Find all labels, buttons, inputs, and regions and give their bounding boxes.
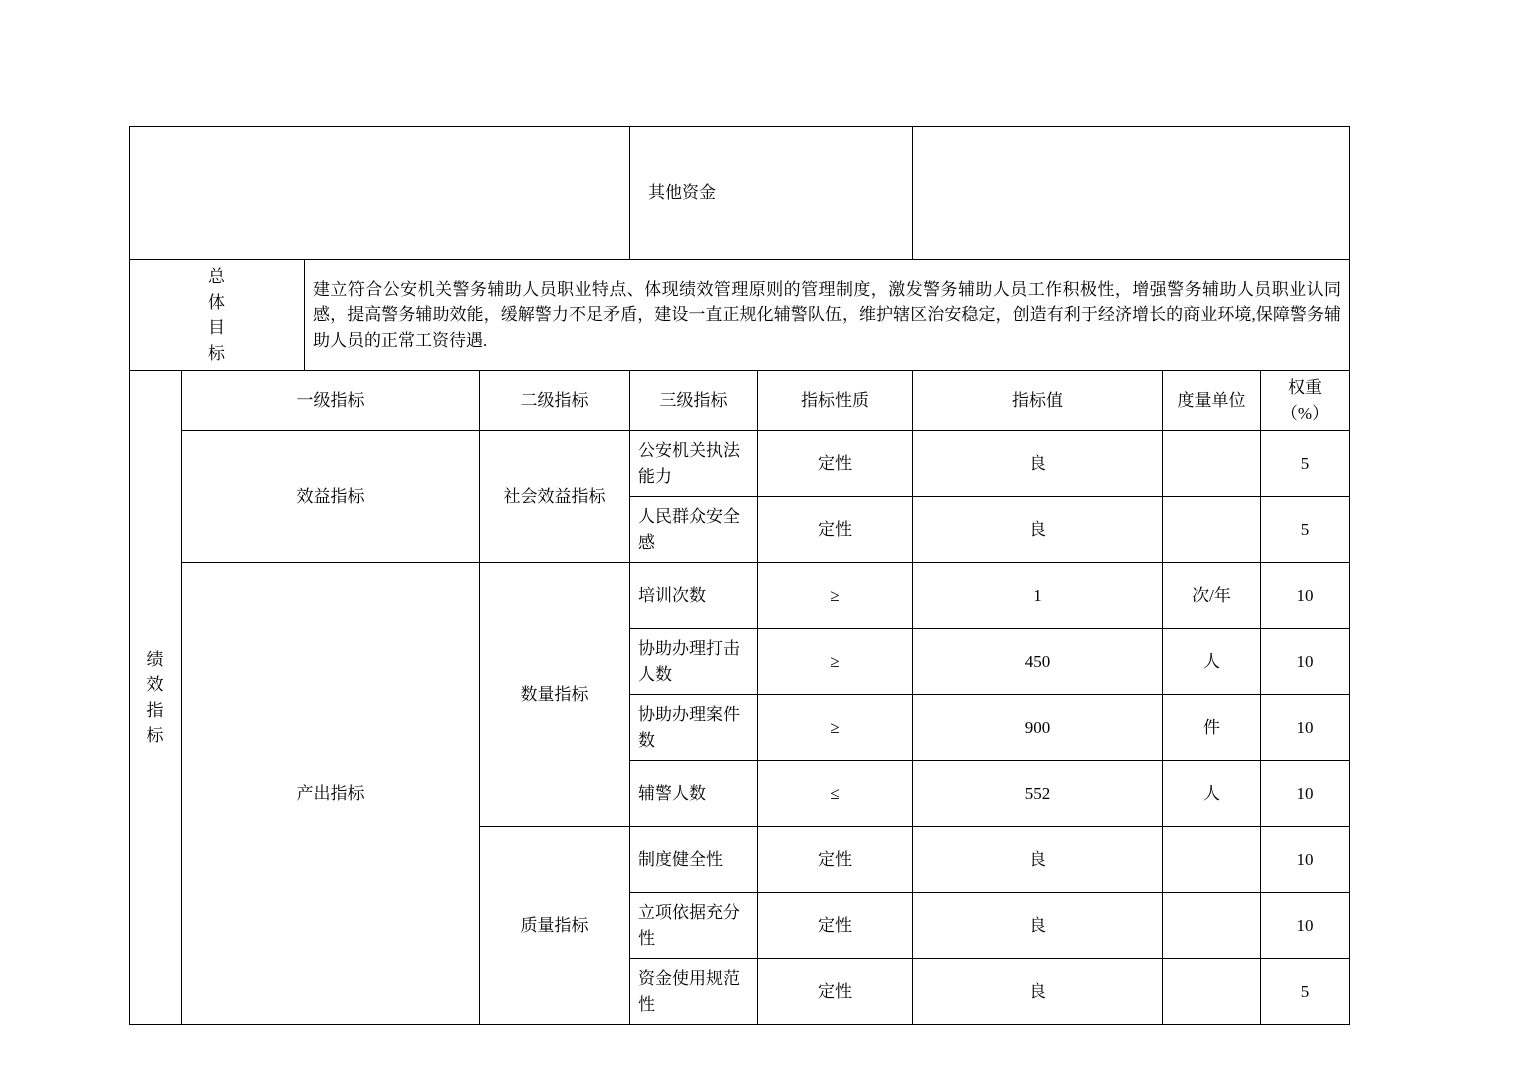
performance-label-char-3: 指 — [146, 700, 165, 720]
table-row-overall-goal — [130, 260, 1350, 371]
level3-indicator: 制度健全性 — [630, 827, 758, 893]
indicator-nature: ≥ — [758, 695, 913, 761]
overall-goal-label-char-2: 体 — [208, 292, 226, 312]
indicator-weight: 5 — [1261, 497, 1350, 563]
header-level1: 一级指标 — [182, 371, 480, 431]
performance-indicator-label — [130, 371, 182, 1025]
indicator-unit: 件 — [1163, 695, 1261, 761]
indicator-nature: 定性 — [758, 827, 913, 893]
level2-social-benefit: 社会效益指标 — [480, 431, 630, 563]
performance-goal-table — [129, 126, 1350, 1025]
level3-indicator: 培训次数 — [630, 563, 758, 629]
level3-indicator: 资金使用规范性 — [630, 959, 758, 1025]
indicator-weight: 5 — [1261, 959, 1350, 1025]
performance-label-char-2: 效 — [146, 675, 165, 694]
indicator-unit — [1163, 893, 1261, 959]
level3-indicator: 辅警人数 — [630, 761, 758, 827]
indicator-unit: 人 — [1163, 761, 1261, 827]
header-nature: 指标性质 — [758, 371, 913, 431]
indicator-nature: 定性 — [758, 959, 913, 1025]
indicator-unit: 人 — [1163, 629, 1261, 695]
indicator-value: 552 — [913, 761, 1163, 827]
funds-blank-right — [913, 127, 1350, 260]
overall-goal-label-char-4: 标 — [208, 343, 226, 363]
level2-quantity: 数量指标 — [480, 563, 630, 827]
indicator-unit — [1163, 959, 1261, 1025]
overall-goal-label-char-3: 目 — [208, 318, 226, 337]
indicator-nature: 定性 — [758, 431, 913, 497]
indicator-nature: ≥ — [758, 563, 913, 629]
indicator-nature: ≥ — [758, 629, 913, 695]
header-value: 指标值 — [913, 371, 1163, 431]
indicator-value: 良 — [913, 431, 1163, 497]
indicator-weight: 10 — [1261, 827, 1350, 893]
indicator-weight: 10 — [1261, 695, 1350, 761]
level3-indicator: 公安机关执法能力 — [630, 431, 758, 497]
indicator-weight: 5 — [1261, 431, 1350, 497]
indicator-value: 良 — [913, 959, 1163, 1025]
indicator-unit — [1163, 431, 1261, 497]
indicator-weight: 10 — [1261, 563, 1350, 629]
table-row — [130, 563, 1350, 629]
overall-goal-label — [130, 260, 305, 371]
indicator-weight: 10 — [1261, 761, 1350, 827]
indicator-value: 良 — [913, 893, 1163, 959]
indicator-nature: 定性 — [758, 893, 913, 959]
level3-indicator: 立项依据充分性 — [630, 893, 758, 959]
indicator-value: 良 — [913, 827, 1163, 893]
level2-quality: 质量指标 — [480, 827, 630, 1025]
header-weight: 权重（%） — [1261, 371, 1350, 431]
indicator-value: 450 — [913, 629, 1163, 695]
performance-label-char-4: 标 — [146, 726, 165, 745]
level1-output: 产出指标 — [182, 563, 480, 1025]
indicator-nature: ≤ — [758, 761, 913, 827]
indicator-value: 900 — [913, 695, 1163, 761]
indicator-value: 1 — [913, 563, 1163, 629]
indicator-nature: 定性 — [758, 497, 913, 563]
funds-label: 其他资金 — [630, 127, 913, 260]
level3-indicator: 人民群众安全感 — [630, 497, 758, 563]
indicator-value: 良 — [913, 497, 1163, 563]
header-level2: 二级指标 — [480, 371, 630, 431]
table-row-funds — [130, 127, 1350, 260]
performance-label-char-1: 绩 — [146, 649, 165, 669]
indicator-unit — [1163, 497, 1261, 563]
indicator-unit — [1163, 827, 1261, 893]
table-row — [130, 431, 1350, 497]
level3-indicator: 协助办理打击人数 — [630, 629, 758, 695]
header-level3: 三级指标 — [630, 371, 758, 431]
level1-benefit: 效益指标 — [182, 431, 480, 563]
header-unit: 度量单位 — [1163, 371, 1261, 431]
overall-goal-label-char-1: 总 — [208, 267, 226, 286]
level3-indicator: 协助办理案件数 — [630, 695, 758, 761]
table-row-indicator-headers — [130, 371, 1350, 431]
indicator-unit: 次/年 — [1163, 563, 1261, 629]
indicator-weight: 10 — [1261, 629, 1350, 695]
indicator-weight: 10 — [1261, 893, 1350, 959]
overall-goal-text: 建立符合公安机关警务辅助人员职业特点、体现绩效管理原则的管理制度，激发警务辅助人员工作积极性，增强警务辅助人员职业认同感，提高警务辅助效能，缓解警力不足矛盾，建设一直正规化辅警队伍，维护辖区治安稳定，创造有利于经济增长的商业环境,保障警务辅助人员的正常工资待遇. — [305, 260, 1350, 371]
funds-blank-left — [130, 127, 630, 260]
